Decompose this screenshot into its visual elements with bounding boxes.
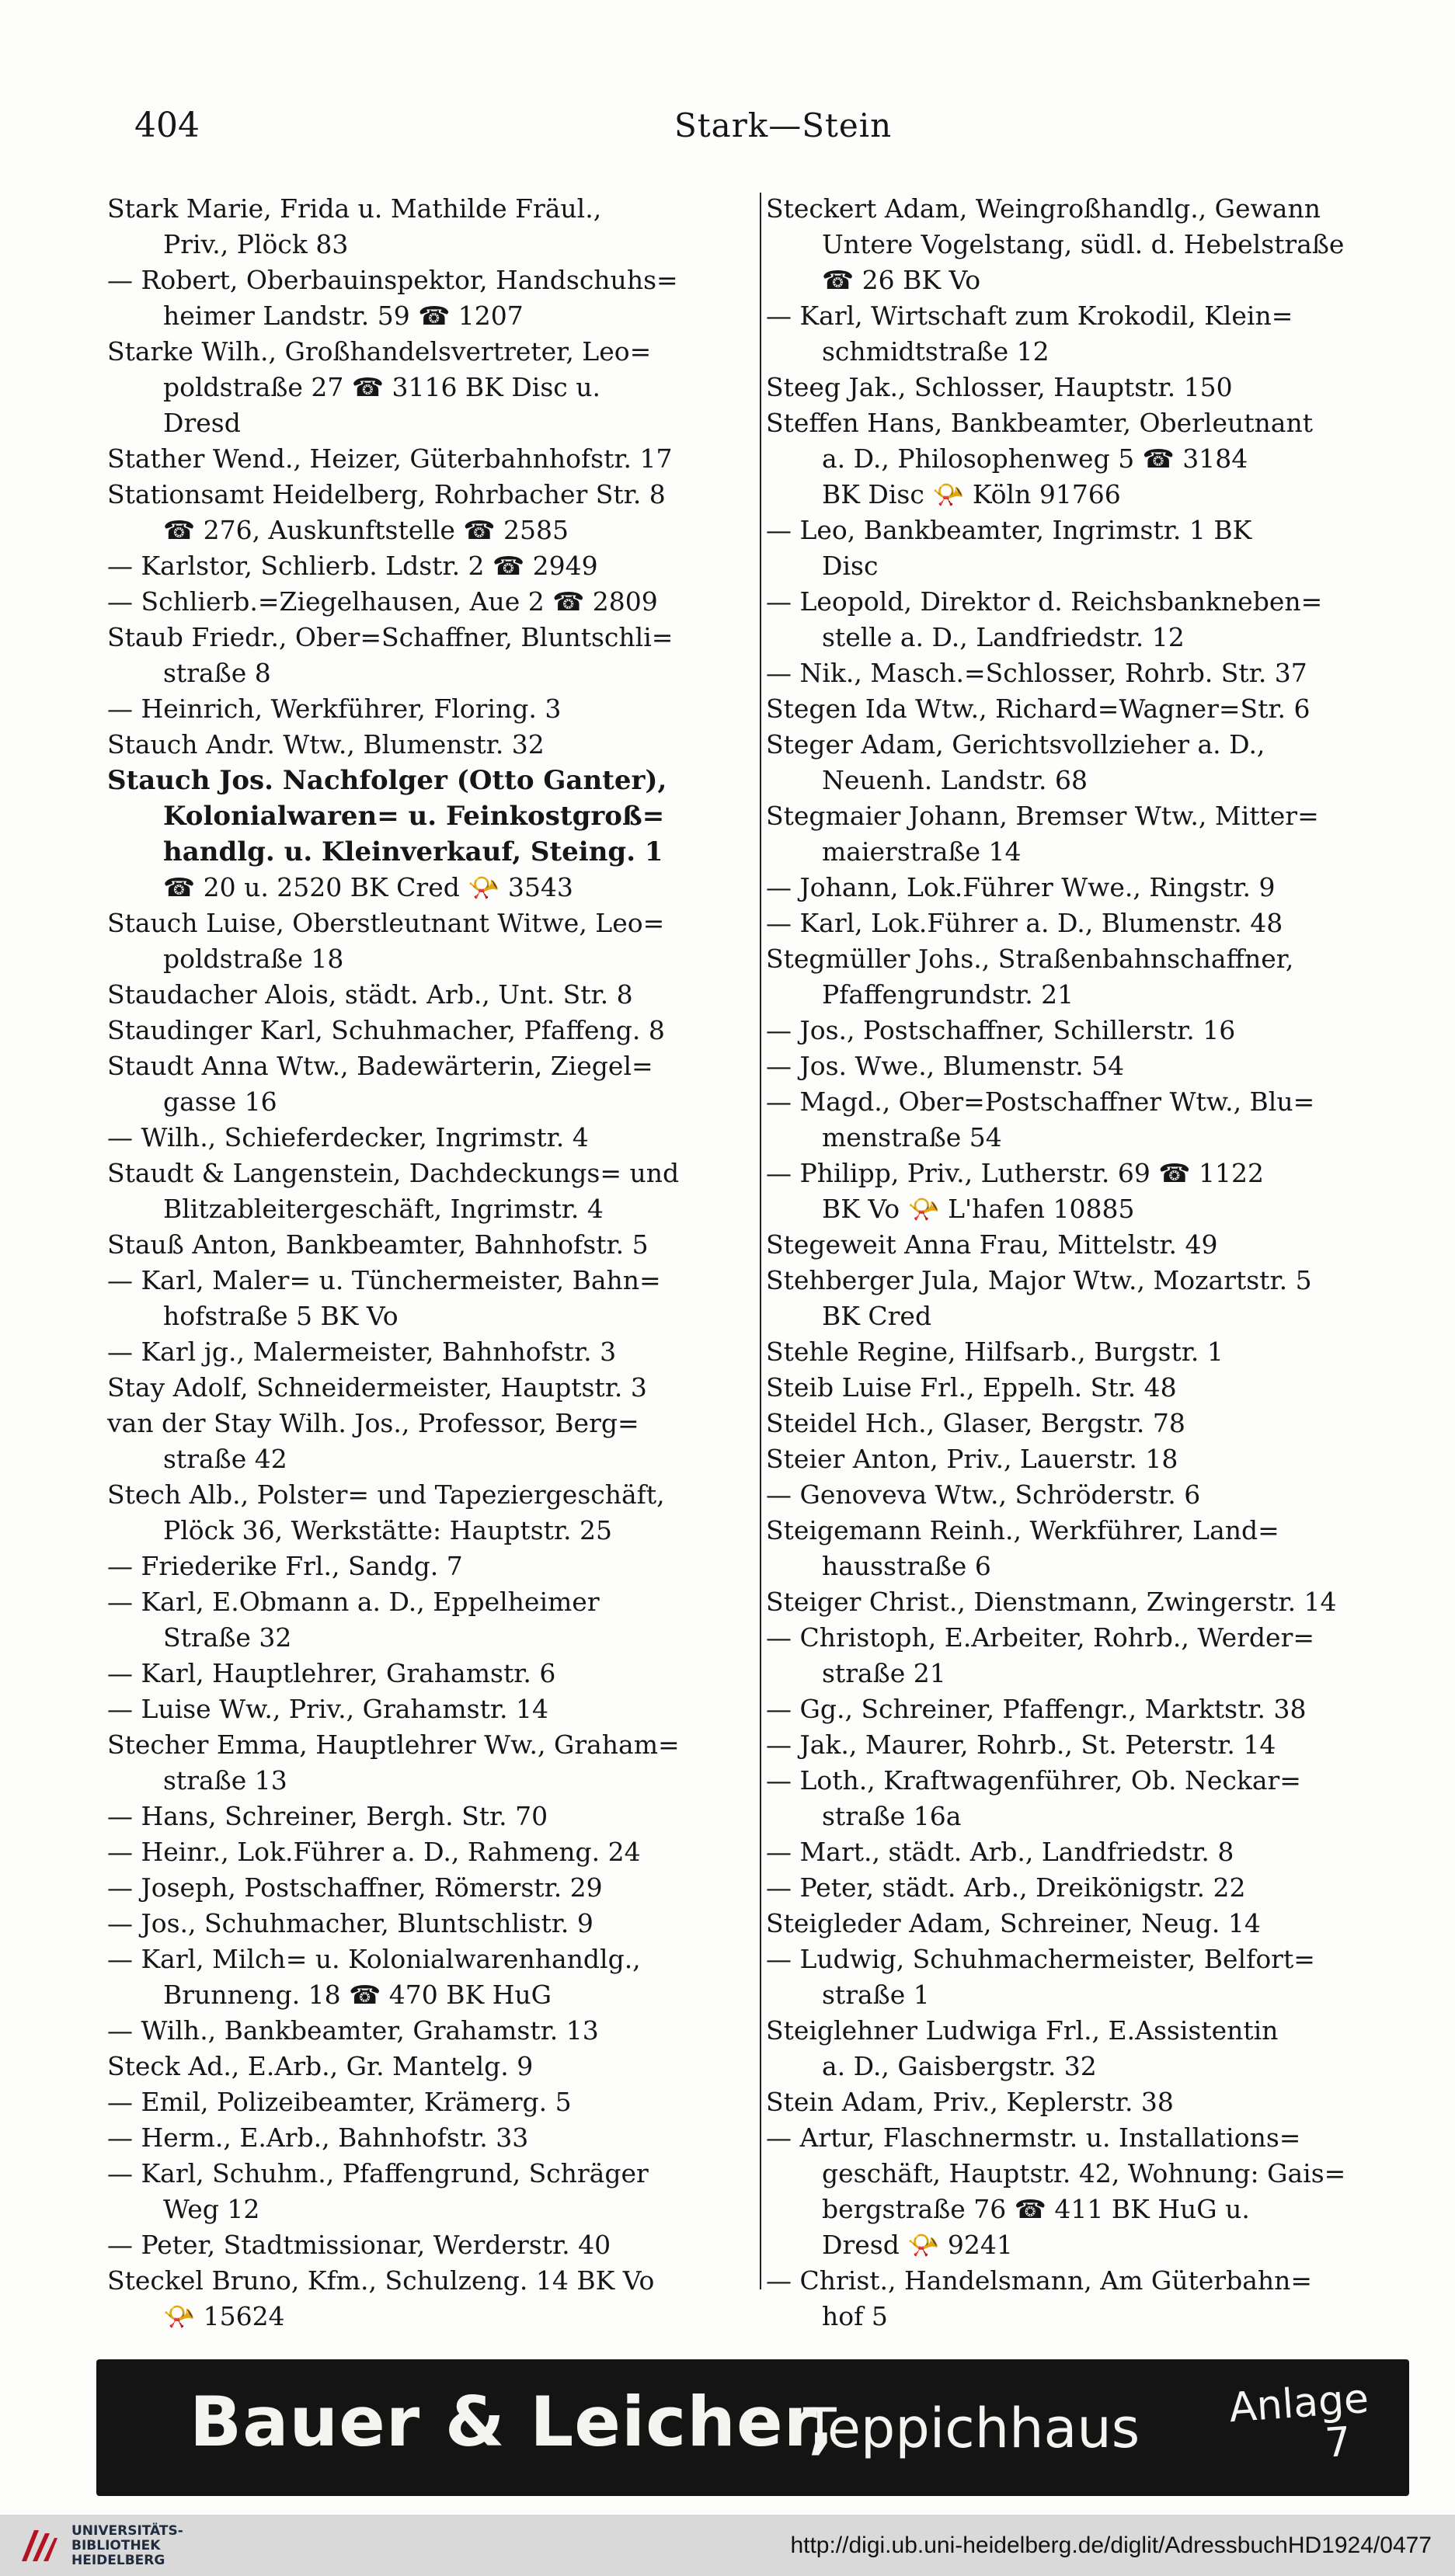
directory-entry-line: — Herm., E.Arb., Bahnhofstr. 33	[107, 2122, 529, 2153]
left-column	[107, 191, 754, 2334]
directory-entry-line: BK Disc 📯 Köln 91766	[822, 479, 1121, 509]
directory-entry-line: — Heinr., Lok.Führer a. D., Rahmeng. 24	[107, 1837, 641, 1867]
directory-entry-line: — Christ., Handelsmann, Am Güterbahn=	[766, 2265, 1313, 2296]
directory-entry-line: Weg 12	[163, 2194, 260, 2224]
directory-entry-line: Steigemann Reinh., Werkführer, Land=	[766, 1515, 1279, 1545]
directory-entry-line: — Emil, Polizeibeamter, Krämerg. 5	[107, 2087, 572, 2117]
directory-entry-line: — Christoph, E.Arbeiter, Rohrb., Werder=	[766, 1622, 1315, 1653]
source-url-link[interactable]: http://digi.ub.uni-heidelberg.de/diglit/AdressbuchHD1924/0477	[790, 2533, 1432, 2558]
directory-entry-line: ☎ 20 u. 2520 BK Cred 📯 3543	[163, 872, 573, 902]
directory-entry-line: — Luise Ww., Priv., Grahamstr. 14	[107, 1694, 548, 1724]
directory-entry-line: Steckert Adam, Weingroßhandlg., Gewann	[766, 193, 1321, 224]
page-heading: Stark—Stein	[674, 106, 893, 144]
directory-entry-line: schmidtstraße 12	[822, 336, 1049, 367]
digitization-footer	[0, 2515, 1455, 2576]
directory-entry-line: Stein Adam, Priv., Keplerstr. 38	[766, 2087, 1174, 2117]
directory-entry-line: — Leo, Bankbeamter, Ingrimstr. 1 BK	[766, 515, 1252, 545]
directory-entry-line: Steger Adam, Gerichtsvollzieher a. D.,	[766, 729, 1265, 760]
directory-entry-line: Staudacher Alois, städt. Arb., Unt. Str. 8	[107, 979, 633, 1010]
directory-entry-line: Steckel Bruno, Kfm., Schulzeng. 14 BK Vo	[107, 2265, 655, 2296]
directory-entry-line: — Karlstor, Schlierb. Ldstr. 2 ☎ 2949	[107, 551, 598, 581]
directory-entry-line: — Magd., Ober=Postschaffner Wtw., Blu=	[766, 1086, 1315, 1117]
institution-line-2: BIBLIOTHEK	[71, 2538, 161, 2553]
directory-entry-line: — Karl, E.Obmann a. D., Eppelheimer	[107, 1587, 600, 1617]
directory-entry-line: ☎ 26 BK Vo	[822, 265, 981, 295]
directory-entry-line: poldstraße 27 ☎ 3116 BK Disc u.	[163, 372, 600, 402]
directory-entry-line: — Philipp, Priv., Lutherstr. 69 ☎ 1122	[766, 1158, 1264, 1188]
directory-entry-line: Kolonialwaren= u. Feinkostgroß=	[163, 801, 665, 832]
directory-entry-line: Straße 32	[163, 1622, 292, 1653]
directory-entry-line: Steffen Hans, Bankbeamter, Oberleutnant	[766, 408, 1313, 438]
page-number: 404	[134, 106, 200, 145]
directory-entry-line: — Johann, Lok.Führer Wwe., Ringstr. 9	[766, 872, 1276, 902]
directory-entry-line: — Robert, Oberbauinspektor, Handschuhs=	[107, 265, 678, 295]
directory-entry-line: Steeg Jak., Schlosser, Hauptstr. 150	[766, 372, 1233, 402]
directory-entry-line: 📯 15624	[163, 2301, 285, 2331]
stamp-number: 7	[1323, 2418, 1352, 2467]
directory-entry-line: van der Stay Wilh. Jos., Professor, Berg=	[107, 1408, 639, 1438]
directory-entry-line: Dresd 📯 9241	[822, 2230, 1013, 2260]
directory-entry-line: — Loth., Kraftwagenführer, Ob. Neckar=	[766, 1765, 1301, 1796]
directory-entry-line: Neuenh. Landstr. 68	[822, 765, 1088, 795]
directory-entry-line: Steib Luise Frl., Eppelh. Str. 48	[766, 1372, 1177, 1403]
directory-entry-line: Stech Alb., Polster= und Tapeziergeschäft,	[107, 1479, 665, 1510]
directory-entry-line: Stationsamt Heidelberg, Rohrbacher Str. 8	[107, 479, 666, 509]
directory-entry-line: Stauß Anton, Bankbeamter, Bahnhofstr. 5	[107, 1229, 649, 1260]
directory-entry-line: — Peter, Stadtmissionar, Werderstr. 40	[107, 2230, 611, 2260]
directory-entry-line: Stay Adolf, Schneidermeister, Hauptstr. 3	[107, 1372, 647, 1403]
directory-entry-line: Stauch Luise, Oberstleutnant Witwe, Leo=	[107, 908, 665, 938]
directory-entry-line: straße 42	[163, 1444, 287, 1474]
directory-entry-line: Stauch Andr. Wtw., Blumenstr. 32	[107, 729, 545, 760]
directory-entry-line: — Wilh., Bankbeamter, Grahamstr. 13	[107, 2015, 599, 2046]
directory-entry-line: — Jos., Schuhmacher, Bluntschlistr. 9	[107, 1908, 593, 1938]
column-divider	[760, 193, 761, 2289]
directory-entry-line: Staub Friedr., Ober=Schaffner, Bluntschli=	[107, 622, 674, 652]
directory-entry-line: gasse 16	[163, 1086, 277, 1117]
directory-entry-line: hof 5	[822, 2301, 888, 2331]
right-column	[766, 191, 1415, 2334]
directory-entry-line: Disc	[822, 551, 879, 581]
directory-entry-line: Priv., Plöck 83	[163, 229, 349, 259]
directory-entry-line: Steigleder Adam, Schreiner, Neug. 14	[766, 1908, 1261, 1938]
directory-entry-line: Untere Vogelstang, südl. d. Hebelstraße	[822, 229, 1345, 259]
directory-entry-line: ☎ 276, Auskunftstelle ☎ 2585	[163, 515, 569, 545]
ad-main-text: Bauer & Leicher,	[190, 2382, 835, 2462]
directory-entry-line: Stehberger Jula, Major Wtw., Mozartstr. 5	[766, 1265, 1312, 1295]
directory-entry-line: a. D., Gaisbergstr. 32	[822, 2051, 1097, 2081]
directory-entry-line: — Mart., städt. Arb., Landfriedstr. 8	[766, 1837, 1234, 1867]
directory-entry-line: Starke Wilh., Großhandelsvertreter, Leo=	[107, 336, 652, 367]
directory-entry-line: Stegeweit Anna Frau, Mittelstr. 49	[766, 1229, 1218, 1260]
directory-entry-line: Stehle Regine, Hilfsarb., Burgstr. 1	[766, 1337, 1224, 1367]
directory-entry-line: Stegen Ida Wtw., Richard=Wagner=Str. 6	[766, 694, 1311, 724]
directory-entry-line: — Hans, Schreiner, Bergh. Str. 70	[107, 1801, 548, 1831]
directory-entry-line: menstraße 54	[822, 1122, 1002, 1152]
directory-entry-line: — Karl, Wirtschaft zum Krokodil, Klein=	[766, 301, 1293, 331]
directory-entry-line: — Joseph, Postschaffner, Römerstr. 29	[107, 1872, 603, 1903]
directory-entry-line: — Jos., Postschaffner, Schillerstr. 16	[766, 1015, 1236, 1045]
directory-entry-line: — Karl, Milch= u. Kolonialwarenhandlg.,	[107, 1944, 641, 1974]
directory-entry-line: poldstraße 18	[163, 944, 344, 974]
directory-entry-line: — Gg., Schreiner, Pfaffengr., Marktstr. 38	[766, 1694, 1307, 1724]
directory-entry-line: — Schlierb.=Ziegelhausen, Aue 2 ☎ 2809	[107, 586, 658, 617]
institution-line-3: HEIDELBERG	[71, 2553, 165, 2568]
advertisement-banner	[96, 2359, 1409, 2496]
directory-entry-line: — Karl, Lok.Führer a. D., Blumenstr. 48	[766, 908, 1283, 938]
directory-entry-line: Stecher Emma, Hauptlehrer Ww., Graham=	[107, 1730, 680, 1760]
institution-line-1: UNIVERSITÄTS-	[71, 2523, 183, 2539]
directory-entry-line: Steier Anton, Priv., Lauerstr. 18	[766, 1444, 1178, 1474]
directory-entry-line: Stauch Jos. Nachfolger (Otto Ganter),	[107, 765, 667, 796]
directory-entry-line: straße 8	[163, 658, 271, 688]
directory-entry-line: stelle a. D., Landfriedstr. 12	[822, 622, 1185, 652]
directory-entry-line: BK Cred	[822, 1301, 932, 1331]
directory-entry-line: bergstraße 76 ☎ 411 BK HuG u.	[822, 2194, 1250, 2224]
directory-entry-line: Stather Wend., Heizer, Güterbahnhofstr. 17	[107, 443, 673, 474]
directory-entry-line: a. D., Philosophenweg 5 ☎ 3184	[822, 443, 1248, 474]
directory-entry-line: — Leopold, Direktor d. Reichsbankneben=	[766, 586, 1323, 617]
stamp-word: Anlage	[1227, 2375, 1370, 2432]
directory-entry-line: Stark Marie, Frida u. Mathilde Fräul.,	[107, 193, 602, 224]
directory-entry-line: — Karl, Hauptlehrer, Grahamstr. 6	[107, 1658, 556, 1688]
directory-entry-line: Steiger Christ., Dienstmann, Zwingerstr. 14	[766, 1587, 1337, 1617]
directory-entry-line: Stegmaier Johann, Bremser Wtw., Mitter=	[766, 801, 1319, 831]
directory-entry-line: maierstraße 14	[822, 836, 1022, 867]
directory-entry-line: — Heinrich, Werkführer, Floring. 3	[107, 694, 562, 724]
directory-entry-line: — Nik., Masch.=Schlosser, Rohrb. Str. 37	[766, 658, 1307, 688]
directory-entry-line: — Friederike Frl., Sandg. 7	[107, 1551, 463, 1581]
institution-name	[71, 2524, 183, 2568]
directory-entry-line: BK Vo 📯 L'hafen 10885	[822, 1194, 1135, 1224]
directory-entry-line: — Jak., Maurer, Rohrb., St. Peterstr. 14	[766, 1730, 1276, 1760]
directory-entry-line: — Genoveva Wtw., Schröderstr. 6	[766, 1479, 1201, 1510]
directory-entry-line: Steidel Hch., Glaser, Bergstr. 78	[766, 1408, 1185, 1438]
directory-entry-line: — Artur, Flaschnermstr. u. Installations=	[766, 2122, 1301, 2153]
directory-entry-line: geschäft, Hauptstr. 42, Wohnung: Gais=	[822, 2158, 1346, 2188]
directory-entry-line: heimer Landstr. 59 ☎ 1207	[163, 301, 524, 331]
directory-entry-line: Steck Ad., E.Arb., Gr. Mantelg. 9	[107, 2051, 534, 2081]
directory-entry-line: handlg. u. Kleinverkauf, Steing. 1	[163, 836, 663, 867]
directory-entry-line: straße 16a	[822, 1801, 962, 1831]
directory-entry-line: Plöck 36, Werkstätte: Hauptstr. 25	[163, 1515, 613, 1545]
directory-entry-line: Staudinger Karl, Schuhmacher, Pfaffeng. 8	[107, 1015, 665, 1045]
directory-entry-line: — Wilh., Schieferdecker, Ingrimstr. 4	[107, 1122, 589, 1152]
directory-entry-line: — Peter, städt. Arb., Dreikönigstr. 22	[766, 1872, 1246, 1903]
directory-entry-line: Staudt Anna Wtw., Badewärterin, Ziegel=	[107, 1051, 653, 1081]
directory-entry-line: straße 13	[163, 1765, 287, 1796]
directory-entry-line: Stegmüller Johs., Straßenbahnschaffner,	[766, 944, 1294, 974]
directory-entry-line: Steiglehner Ludwiga Frl., E.Assistentin	[766, 2015, 1279, 2046]
directory-entry-line: — Jos. Wwe., Blumenstr. 54	[766, 1051, 1125, 1081]
directory-entry-line: — Ludwig, Schuhmachermeister, Belfort=	[766, 1944, 1315, 1974]
directory-entry-line: Pfaffengrundstr. 21	[822, 979, 1074, 1010]
directory-entry-line: — Karl, Maler= u. Tünchermeister, Bahn=	[107, 1265, 661, 1295]
anlage-stamp	[1227, 2375, 1373, 2471]
directory-entry-line: straße 1	[822, 1980, 930, 2010]
directory-entry-line: — Karl jg., Malermeister, Bahnhofstr. 3	[107, 1337, 617, 1367]
directory-entry-line: Staudt & Langenstein, Dachdeckungs= und	[107, 1158, 680, 1188]
directory-entry-line: hausstraße 6	[822, 1551, 991, 1581]
ad-sub-text: Teppichhaus	[803, 2397, 1140, 2460]
university-library-logo-icon	[16, 2522, 62, 2569]
directory-entry-line: Blitzableitergeschäft, Ingrimstr. 4	[163, 1194, 604, 1224]
directory-entry-line: Brunneng. 18 ☎ 470 BK HuG	[163, 1980, 552, 2010]
directory-entry-line: — Karl, Schuhm., Pfaffengrund, Schräger	[107, 2158, 649, 2188]
directory-entry-line: hofstraße 5 BK Vo	[163, 1301, 399, 1331]
directory-entry-line: Dresd	[163, 408, 241, 438]
directory-entry-line: straße 21	[822, 1658, 946, 1688]
